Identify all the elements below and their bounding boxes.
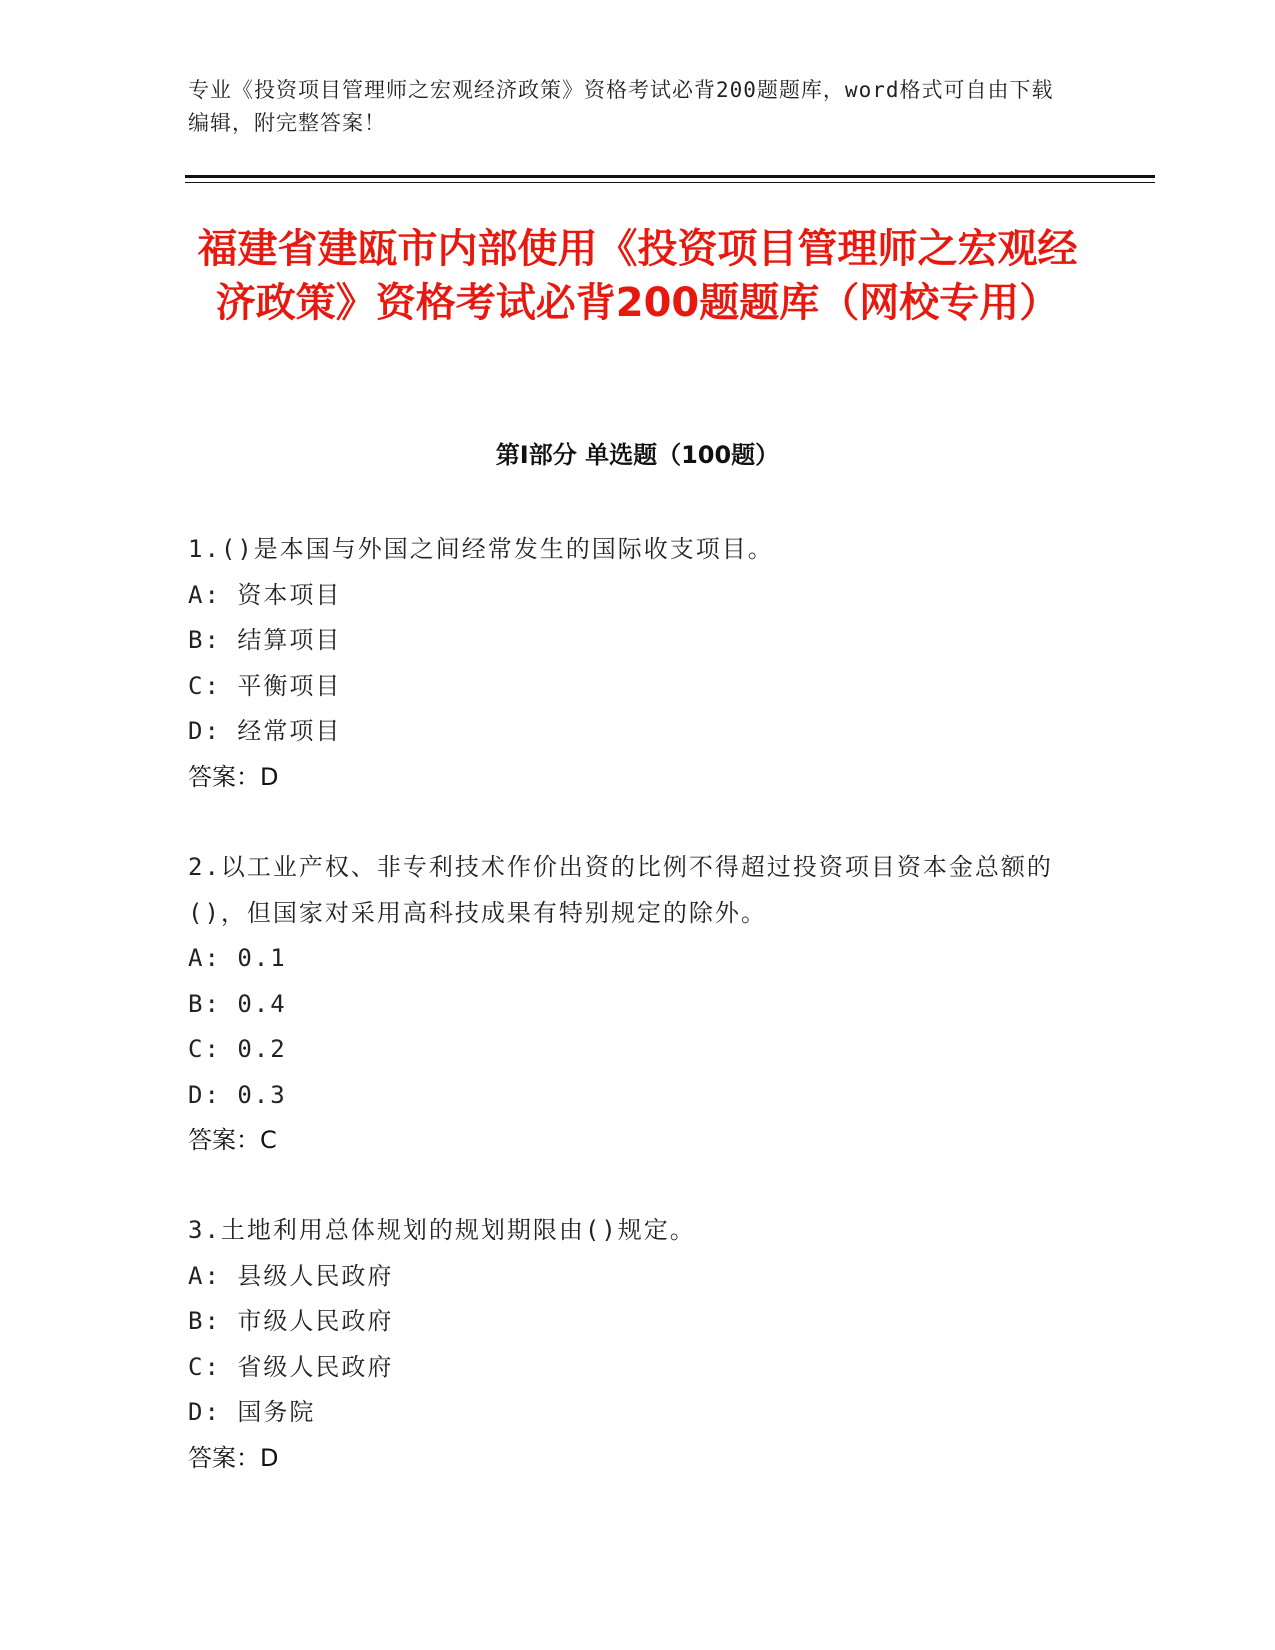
answer: 答案：D	[188, 1443, 279, 1472]
section-title: 第I部分 单选题（100题）	[495, 441, 780, 469]
option-d: D: 经常项目	[188, 717, 342, 745]
header-rule-thick	[185, 175, 1155, 178]
option-b: B: 0.4	[188, 989, 287, 1018]
question-stem: 2.以工业产权、非专利技术作价出资的比例不得超过投资项目资本金总额的()，但国家对采用高科技成果有特别规定的除外。	[188, 853, 1053, 927]
question-stem: 1.()是本国与外国之间经常发生的国际收支项目。	[188, 535, 774, 563]
option-a: A: 资本项目	[188, 580, 342, 609]
option-d: D: 0.3	[188, 1080, 287, 1109]
question-stem: 3.土地利用总体规划的规划期限由()规定。	[188, 1216, 696, 1244]
question-1	[188, 527, 1068, 800]
document-title: 福建省建瓯市内部使用《投资项目管理师之宏观经济政策》资格考试必背200题题库（网校专用）	[197, 226, 1078, 326]
option-c: C: 0.2	[188, 1035, 287, 1063]
option-d: D: 国务院	[188, 1398, 316, 1426]
option-a: A: 县级人民政府	[188, 1261, 394, 1290]
option-b: B: 结算项目	[188, 626, 342, 654]
option-c: C: 平衡项目	[188, 671, 342, 700]
question-3	[188, 1208, 1068, 1481]
header-rule-thin	[185, 182, 1155, 183]
header-note: 专业《投资项目管理师之宏观经济政策》资格考试必背200题题库，word格式可自由下载编辑，附完整答案！	[188, 78, 1054, 135]
question-2	[188, 845, 1068, 1164]
option-b: B: 市级人民政府	[188, 1307, 394, 1335]
option-c: C: 省级人民政府	[188, 1352, 394, 1381]
answer: 答案：D	[188, 762, 279, 791]
answer: 答案：C	[188, 1126, 277, 1154]
option-a: A: 0.1	[188, 944, 287, 972]
